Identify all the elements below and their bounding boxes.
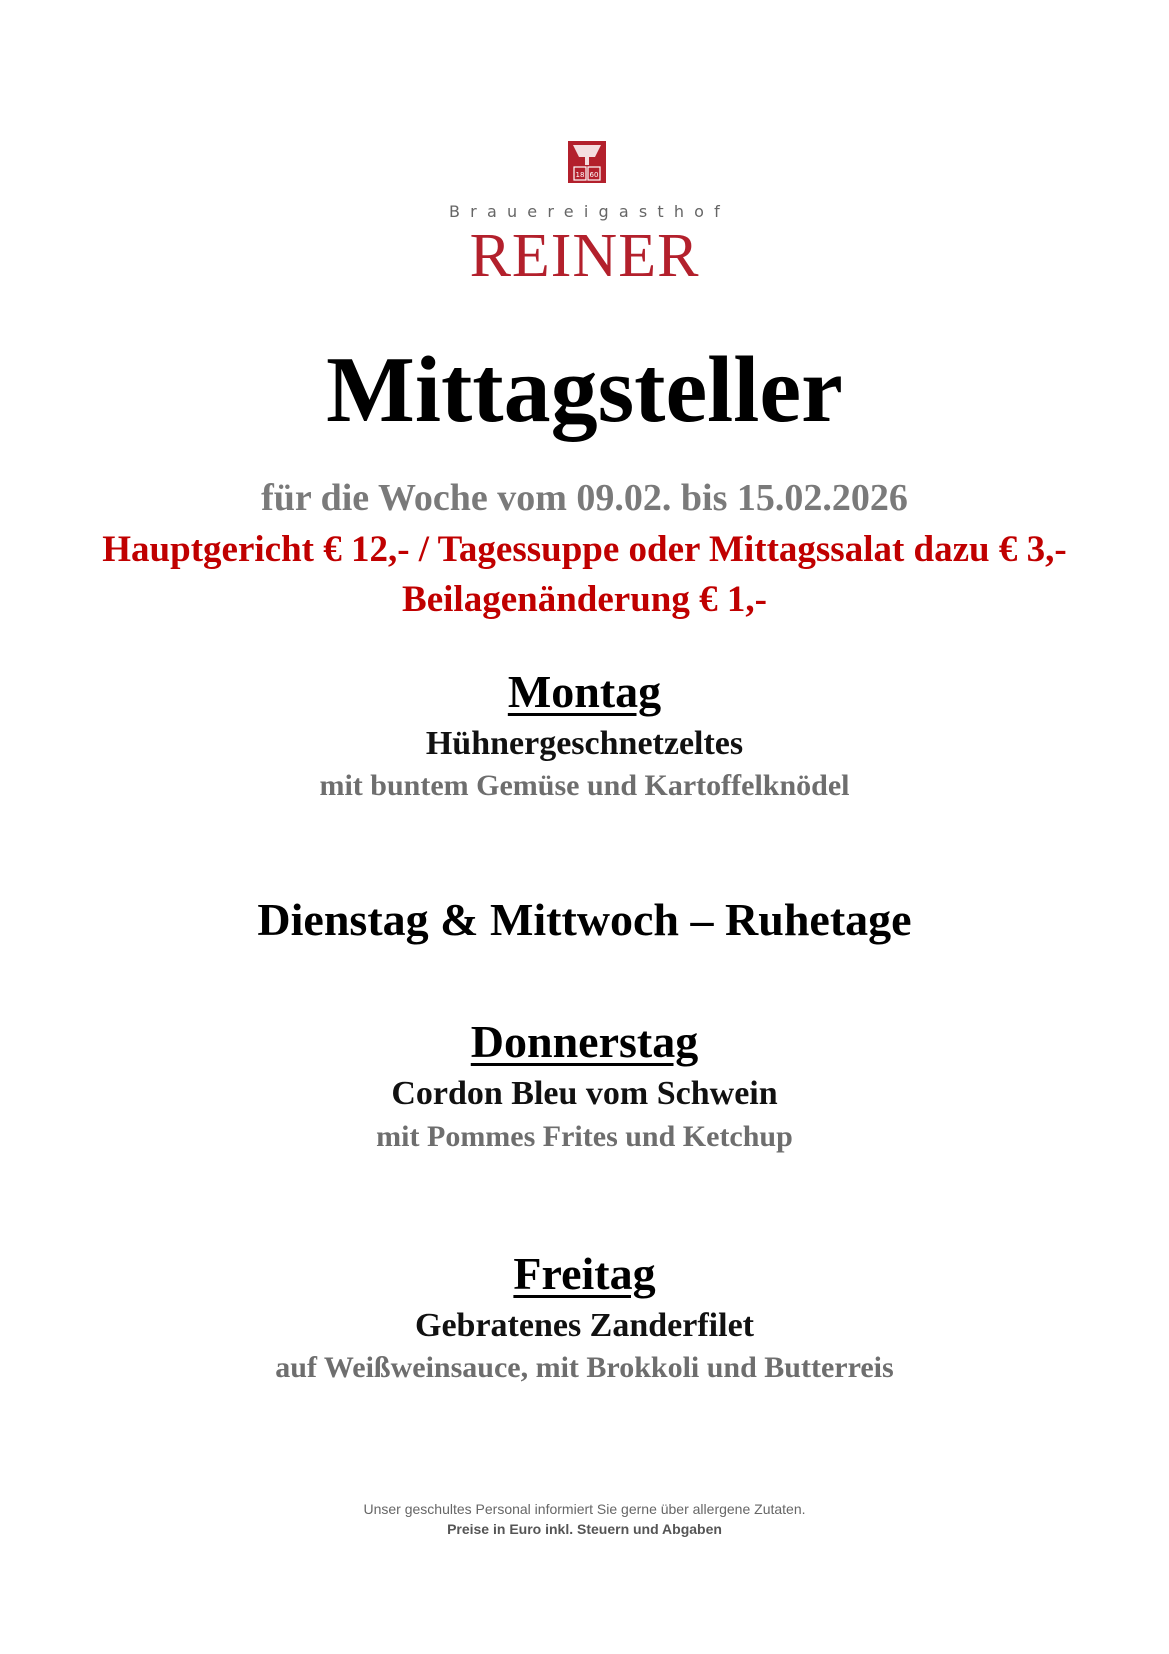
side-change-price: Beilagenänderung € 1,- (402, 579, 767, 620)
brewery-crest-logo (565, 139, 609, 185)
logo-tagline: Brauereigasthof (449, 202, 730, 221)
price-note: Preise in Euro inkl. Steuern und Abgaben (447, 1521, 722, 1537)
emblem-year-right: 60 (589, 171, 599, 179)
emblem-year-left: 18 (575, 171, 585, 179)
price-info: Hauptgericht € 12,- / Tagessuppe oder Mittagssalat dazu € 3,- (102, 529, 1067, 570)
dish-description-thursday: mit Pommes Frites und Ketchup (376, 1120, 793, 1153)
dish-description-friday: auf Weißweinsauce, mit Brokkoli und Butterreis (275, 1351, 894, 1384)
day-heading-monday: Montag (507, 666, 662, 717)
dish-name-friday: Gebratenes Zanderfilet (415, 1307, 754, 1344)
week-range: für die Woche vom 09.02. bis 15.02.2026 (261, 477, 908, 519)
allergen-note: Unser geschultes Personal informiert Sie gerne über allergene Zutaten. (363, 1501, 806, 1517)
dish-name-thursday: Cordon Bleu vom Schwein (391, 1075, 778, 1112)
day-heading-thursday: Donnerstag (470, 1016, 699, 1067)
page-title: Mittagsteller (326, 338, 843, 442)
closed-days-heading: Dienstag & Mittwoch – Ruhetage (257, 894, 912, 945)
day-heading-friday: Freitag (513, 1248, 656, 1299)
dish-name-monday: Hühnergeschnetzeltes (425, 725, 744, 762)
dish-description-monday: mit buntem Gemüse und Kartoffelknödel (319, 769, 850, 802)
logo-wordmark: REINER (469, 222, 700, 290)
